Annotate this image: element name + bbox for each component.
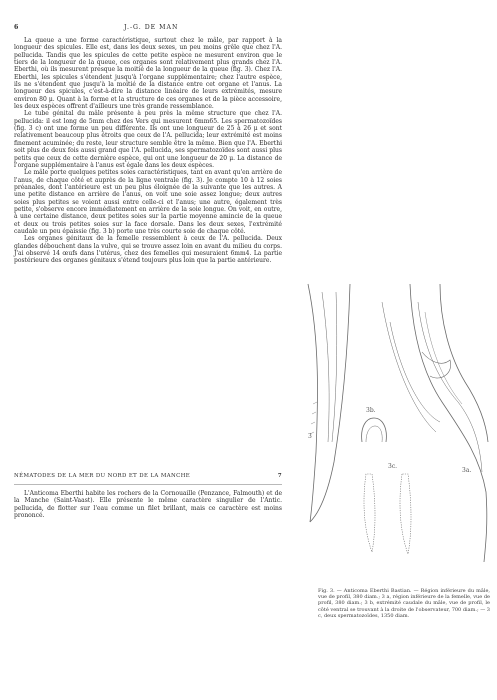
figure-3a-female-tail xyxy=(382,284,488,562)
figure-label-3c: 3c. xyxy=(388,463,398,470)
author-running-head: J.-G. DE MAN xyxy=(124,24,179,31)
paragraph: Le tube génital du mâle présente à peu près la même structure que chez l'A. pellucida: il est long de 5mm chez des Vers qui mesurent 6mm65. Les spermatozoïdes (fig. 3 c) ont une forme un peu différente. Ils ont une longueur de 25 à 26 μ et sont relativement beaucoup plus étroits que ceux de l'A. pellucida; leur extrémité est moins finement acuminée; du reste, leur structure semble être la même. Bien que l'A. Eberthi soit plus de deux fois aussi grand que l'A. pellucida, ses spermatozoïdes sont aussi plus petits que ceux de cette dernière espèce, qui ont une longueur de 20 μ. La distance de l'organe supplémentaire à l'anus est égale dans les deux espèces. xyxy=(14,110,282,169)
page-number-top: 6 xyxy=(14,24,19,31)
paragraph: Les organes génitaux de la femelle ressemblent à ceux de l'A. pellucida. Deux glandes débouchent dans la vulve, qui se trouve assez loin en avant du milieu du corps. J'ai observé 14 œufs dans l'utérus, chez des femelles qui mesuraient 6mm4. La partie postérieure des organes génitaux s'étend toujours plus loin que la partie antérieure. xyxy=(14,235,282,265)
body-text-top xyxy=(14,37,282,265)
running-head-top xyxy=(14,24,282,34)
page-number-bottom: 7 xyxy=(277,473,282,479)
figure-3c-spermatozoa xyxy=(364,474,411,554)
header-rule xyxy=(14,484,282,485)
journal-running-head: NÉMATODES DE LA MER DU NORD ET DE LA MANCHE xyxy=(14,473,191,479)
figure-label-3b: 3b. xyxy=(366,407,376,414)
paragraph: Le mâle porte quelques petites soies caractéristiques, tant en avant qu'en arrière de l'anus, de chaque côté et auprès de la ligne ventrale (fig. 3). Je compte 10 à 12 soies préanales, dont l'antérieure est un peu plus éloignée de la suivante que les autres. A une petite distance en arrière de l'anus, on voit une soie assez longue; deux autres soies plus petites se voient aussi entre celle-ci et l'anus; une autre, également très petite, s'observe encore immédiatement en arrière de la soie longue. On voit, en outre, à une certaine distance, deux petites soies sur la partie moyenne amincie de la queue et deux ou trois petites soies sur la face dorsale. Dans les deux sexes, l'extrémité caudale un peu épaissie (fig. 3 b) porte une très courte soie de chaque côté. xyxy=(14,169,282,235)
figure-label-3: 3 xyxy=(308,433,312,440)
paragraph: La queue a une forme caractéristique, surtout chez le mâle, par rapport à la longueur des spicules. Elle est, dans les deux sexes, un peu moins grêle que chez l'A. pellucida. Tandis que les spicules de cette petite espèce ne mesurent environ que le tiers de la longueur de la queue, ces organes sont relativement plus grands chez l'A. Eberthi, où ils mesurent presque la moitié de la longueur de la queue (fig. 3). Chez l'A. Eberthi, les spicules s'étendent jusqu'à l'organe supplémentaire; chez l'autre espèce, ils ne s'étendent que jusqu'à la moitié de la distance entre cet organe et l'anus. La longueur des spicules, c'est-à-dire la distance linéaire de leurs extrémités, mesure environ 80 μ. Quant à la forme et la structure de ces organes et de la pièce accessoire, les deux espèces offrent d'ailleurs une très grande ressemblance. xyxy=(14,37,282,111)
nematode-drawing xyxy=(290,282,490,572)
figure-3-male-tail xyxy=(308,284,350,522)
figure-label-3a: 3a. xyxy=(462,467,472,474)
body-text-bottom xyxy=(14,490,282,519)
figure-plate xyxy=(290,282,490,572)
figure-caption: Fig. 3. — Anticoma Eberthi Bastian. — Région inférieure du mâle, vue de profil, 380 diam.; 3 a, région inférieure de la femelle, vue de profil, 380 diam.; 3 b, extrémité caudale du mâle, vue de profil, le côté ventral se trouvant à la droite de l'observateur, 700 diam.; — 3 c, deux spermatozoïdes, 1350 diam. xyxy=(318,588,490,619)
figure-3b-caudal-tip xyxy=(362,418,387,442)
running-head-bottom xyxy=(14,473,282,483)
paragraph: L'Anticoma Eberthi habite les rochers de la Cornouaille (Penzance, Falmouth) et de la Manche (Saint-Vaast). Elle présente le même caractère singulier de l'Antic. pellucida, de flotter sur l'eau comme un filet brillant, mais ce caractère est moins prononcé. xyxy=(14,490,282,520)
